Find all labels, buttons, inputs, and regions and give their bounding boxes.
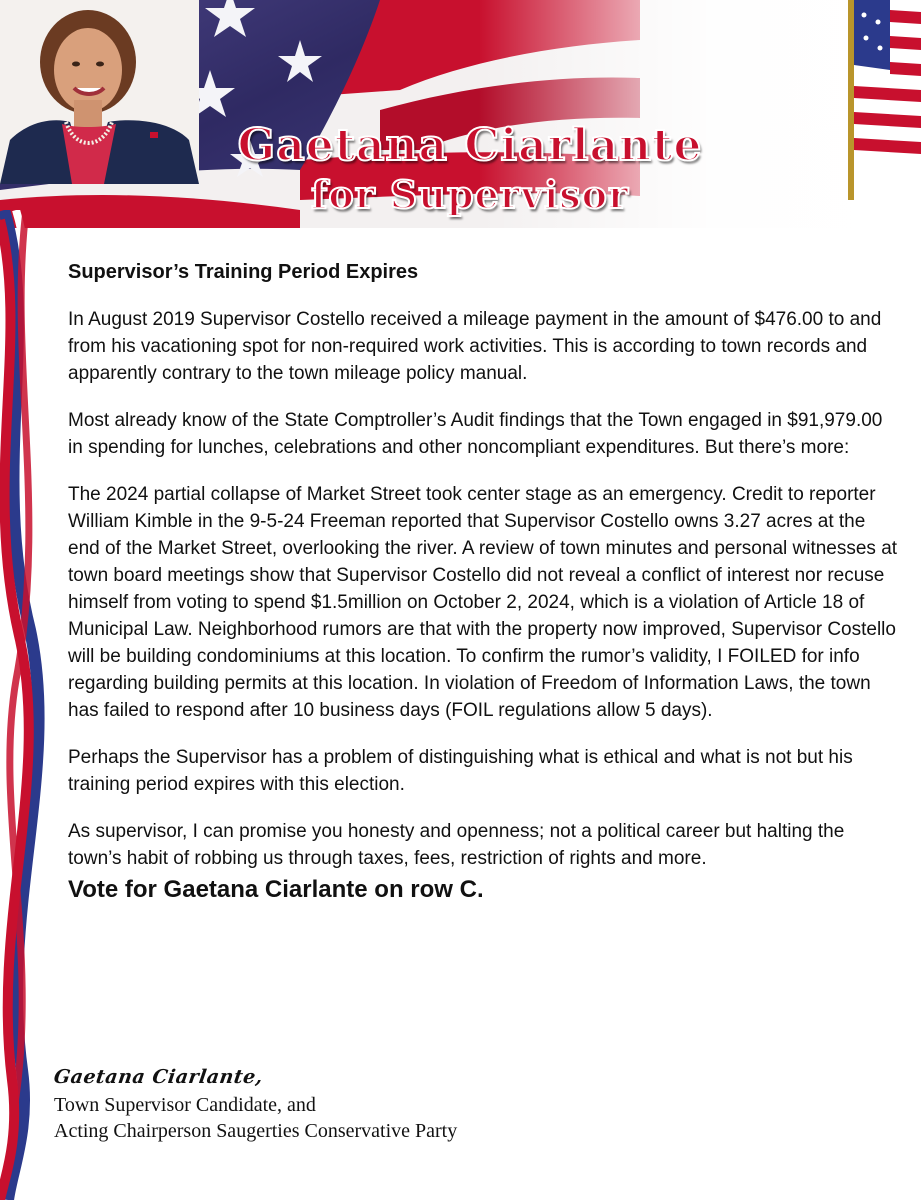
paragraph-market-street: The 2024 partial collapse of Market Street took center stage as an emergency. Credit to reporter William Kimble in the 9-5-24 Freeman reported that Supervisor Costello owns 3.27 acres at the end of the Market Street, overlooking the river. A review of town minutes and personal witnesses at town board meetings show that Supervisor Costello did not reveal a conflict of interest nor recuse himself from voting to spend $1.5million on October 2, 2024, which is a violation of Article 18 of Municipal Law. Neighborhood rumors are that with the property now improved, Supervisor Costello will be building condominiums at this location. To confirm the rumor’s validity, I FOILED for info regarding building permits at this location. In violation of Freedom of Information Laws, the town has failed to respond after 10 business days (FOIL regulations allow 5 days). <box>68 484 898 721</box>
candidate-portrait <box>0 0 199 184</box>
paragraph-mileage: In August 2019 Supervisor Costello received a mileage payment in the amount of $476.00 to and from his vacationing spot for non-required work activities. This is according to town records and apparently contrary to the town mileage policy manual. <box>68 309 882 384</box>
article-heading: Supervisor’s Training Period Expires <box>68 261 419 283</box>
banner-title-office: for Supervisor <box>310 172 630 217</box>
signature-block <box>54 1066 654 1144</box>
paragraph-audit: Most already know of the State Comptroller’s Audit findings that the Town engaged in $91,979.00 in spending for lunches, celebrations and other noncompliant expenditures. But there’s more: <box>68 410 883 458</box>
letter-body <box>68 258 898 906</box>
signature-affiliation: Acting Chairperson Saugerties Conservative Party <box>54 1120 458 1142</box>
signature-title: Town Supervisor Candidate, and <box>54 1094 316 1116</box>
paragraph-ethics: Perhaps the Supervisor has a problem of distinguishing what is ethical and what is not but his training period expires with this election. <box>68 747 853 795</box>
patriotic-ribbon <box>0 210 60 1200</box>
vote-callout: Vote for Gaetana Ciarlante on row C. <box>68 876 484 903</box>
banner-title-name: Gaetana Ciarlante <box>237 120 703 171</box>
signature-name: Gaetana Ciarlante, <box>52 1066 265 1088</box>
paragraph-promise: As supervisor, I can promise you honesty and openness; not a political career but halting the town’s habit of robbing us through taxes, fees, restriction of rights and more. <box>68 821 845 869</box>
header-banner <box>0 0 921 228</box>
